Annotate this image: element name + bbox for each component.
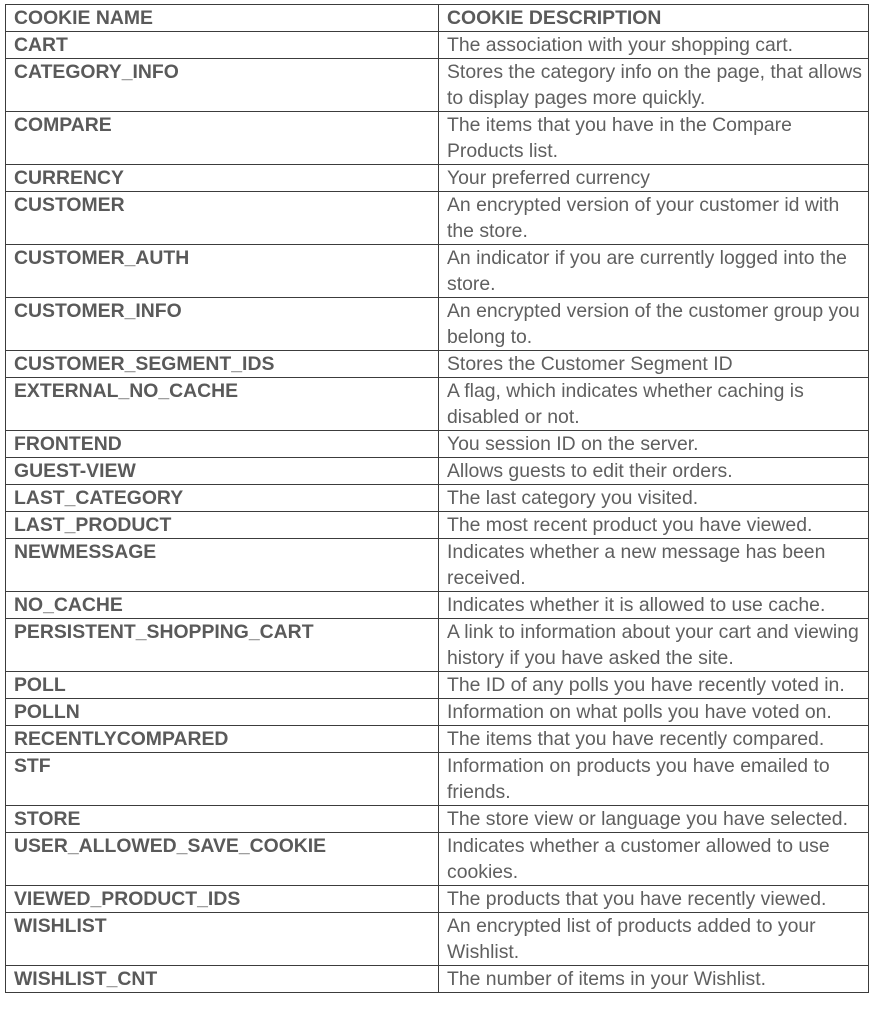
cookie-name-cell: CART	[6, 32, 439, 59]
table-row	[6, 886, 869, 913]
cookie-description-cell: Stores the Customer Segment ID	[439, 351, 869, 378]
cookie-description-cell: Allows guests to edit their orders.	[439, 458, 869, 485]
cookie-description-cell: An encrypted version of the customer group you belong to.	[439, 298, 869, 351]
cookie-description-cell: The most recent product you have viewed.	[439, 512, 869, 539]
cookie-description-cell: The last category you visited.	[439, 485, 869, 512]
cookie-description-cell: Information on what polls you have voted on.	[439, 699, 869, 726]
table-row	[6, 245, 869, 298]
table-row	[6, 431, 869, 458]
cookie-name-cell: STF	[6, 753, 439, 806]
cookie-name-cell: GUEST-VIEW	[6, 458, 439, 485]
cookie-name-cell: STORE	[6, 806, 439, 833]
cookie-description-cell: An encrypted list of products added to your Wishlist.	[439, 913, 869, 966]
table-row	[6, 539, 869, 592]
cookie-description-cell: The ID of any polls you have recently voted in.	[439, 672, 869, 699]
cookie-table	[5, 4, 869, 993]
cookie-description-cell: The products that you have recently viewed.	[439, 886, 869, 913]
cookie-name-cell: FRONTEND	[6, 431, 439, 458]
cookie-name-cell: COMPARE	[6, 112, 439, 165]
cookie-name-cell: RECENTLYCOMPARED	[6, 726, 439, 753]
cookie-name-cell: USER_ALLOWED_SAVE_COOKIE	[6, 833, 439, 886]
table-header-row	[6, 5, 869, 32]
cookie-name-cell: WISHLIST	[6, 913, 439, 966]
cookie-name-cell: POLLN	[6, 699, 439, 726]
cookie-name-cell: CURRENCY	[6, 165, 439, 192]
cookie-name-cell: PERSISTENT_SHOPPING_CART	[6, 619, 439, 672]
cookie-description-cell: A link to information about your cart and viewing history if you have asked the site.	[439, 619, 869, 672]
table-row	[6, 753, 869, 806]
table-row	[6, 806, 869, 833]
table-row	[6, 59, 869, 112]
cookie-description-cell: Indicates whether it is allowed to use cache.	[439, 592, 869, 619]
cookie-description-cell: Information on products you have emailed to friends.	[439, 753, 869, 806]
cookie-table-container	[5, 4, 869, 993]
table-row	[6, 699, 869, 726]
table-row	[6, 458, 869, 485]
cookie-name-cell: CUSTOMER_INFO	[6, 298, 439, 351]
cookie-name-cell: POLL	[6, 672, 439, 699]
table-row	[6, 378, 869, 431]
cookie-name-cell: LAST_PRODUCT	[6, 512, 439, 539]
column-header-cookie-name: COOKIE NAME	[6, 5, 439, 32]
cookie-name-cell: EXTERNAL_NO_CACHE	[6, 378, 439, 431]
table-row	[6, 485, 869, 512]
table-row	[6, 32, 869, 59]
cookie-name-cell: VIEWED_PRODUCT_IDS	[6, 886, 439, 913]
cookie-name-cell: CUSTOMER_AUTH	[6, 245, 439, 298]
table-row	[6, 726, 869, 753]
table-row	[6, 512, 869, 539]
table-row	[6, 112, 869, 165]
cookie-name-cell: CUSTOMER_SEGMENT_IDS	[6, 351, 439, 378]
cookie-description-cell: Indicates whether a customer allowed to use cookies.	[439, 833, 869, 886]
cookie-description-cell: A flag, which indicates whether caching is disabled or not.	[439, 378, 869, 431]
table-row	[6, 192, 869, 245]
table-row	[6, 672, 869, 699]
cookie-name-cell: NEWMESSAGE	[6, 539, 439, 592]
cookie-description-cell: The association with your shopping cart.	[439, 32, 869, 59]
cookie-description-cell: You session ID on the server.	[439, 431, 869, 458]
cookie-description-cell: Your preferred currency	[439, 165, 869, 192]
table-row	[6, 966, 869, 993]
cookie-description-cell: Stores the category info on the page, that allows to display pages more quickly.	[439, 59, 869, 112]
cookie-description-cell: An indicator if you are currently logged into the store.	[439, 245, 869, 298]
table-row	[6, 165, 869, 192]
cookie-name-cell: CUSTOMER	[6, 192, 439, 245]
table-row	[6, 592, 869, 619]
cookie-name-cell: NO_CACHE	[6, 592, 439, 619]
cookie-table-body	[6, 32, 869, 993]
cookie-name-cell: WISHLIST_CNT	[6, 966, 439, 993]
cookie-name-cell: CATEGORY_INFO	[6, 59, 439, 112]
table-row	[6, 619, 869, 672]
cookie-description-cell: Indicates whether a new message has been received.	[439, 539, 869, 592]
cookie-name-cell: LAST_CATEGORY	[6, 485, 439, 512]
table-row	[6, 298, 869, 351]
cookie-description-cell: The store view or language you have selected.	[439, 806, 869, 833]
table-row	[6, 351, 869, 378]
cookie-description-cell: The items that you have recently compared.	[439, 726, 869, 753]
column-header-cookie-description: COOKIE DESCRIPTION	[439, 5, 869, 32]
table-row	[6, 833, 869, 886]
cookie-description-cell: The number of items in your Wishlist.	[439, 966, 869, 993]
cookie-description-cell: The items that you have in the Compare Products list.	[439, 112, 869, 165]
cookie-description-cell: An encrypted version of your customer id with the store.	[439, 192, 869, 245]
table-row	[6, 913, 869, 966]
